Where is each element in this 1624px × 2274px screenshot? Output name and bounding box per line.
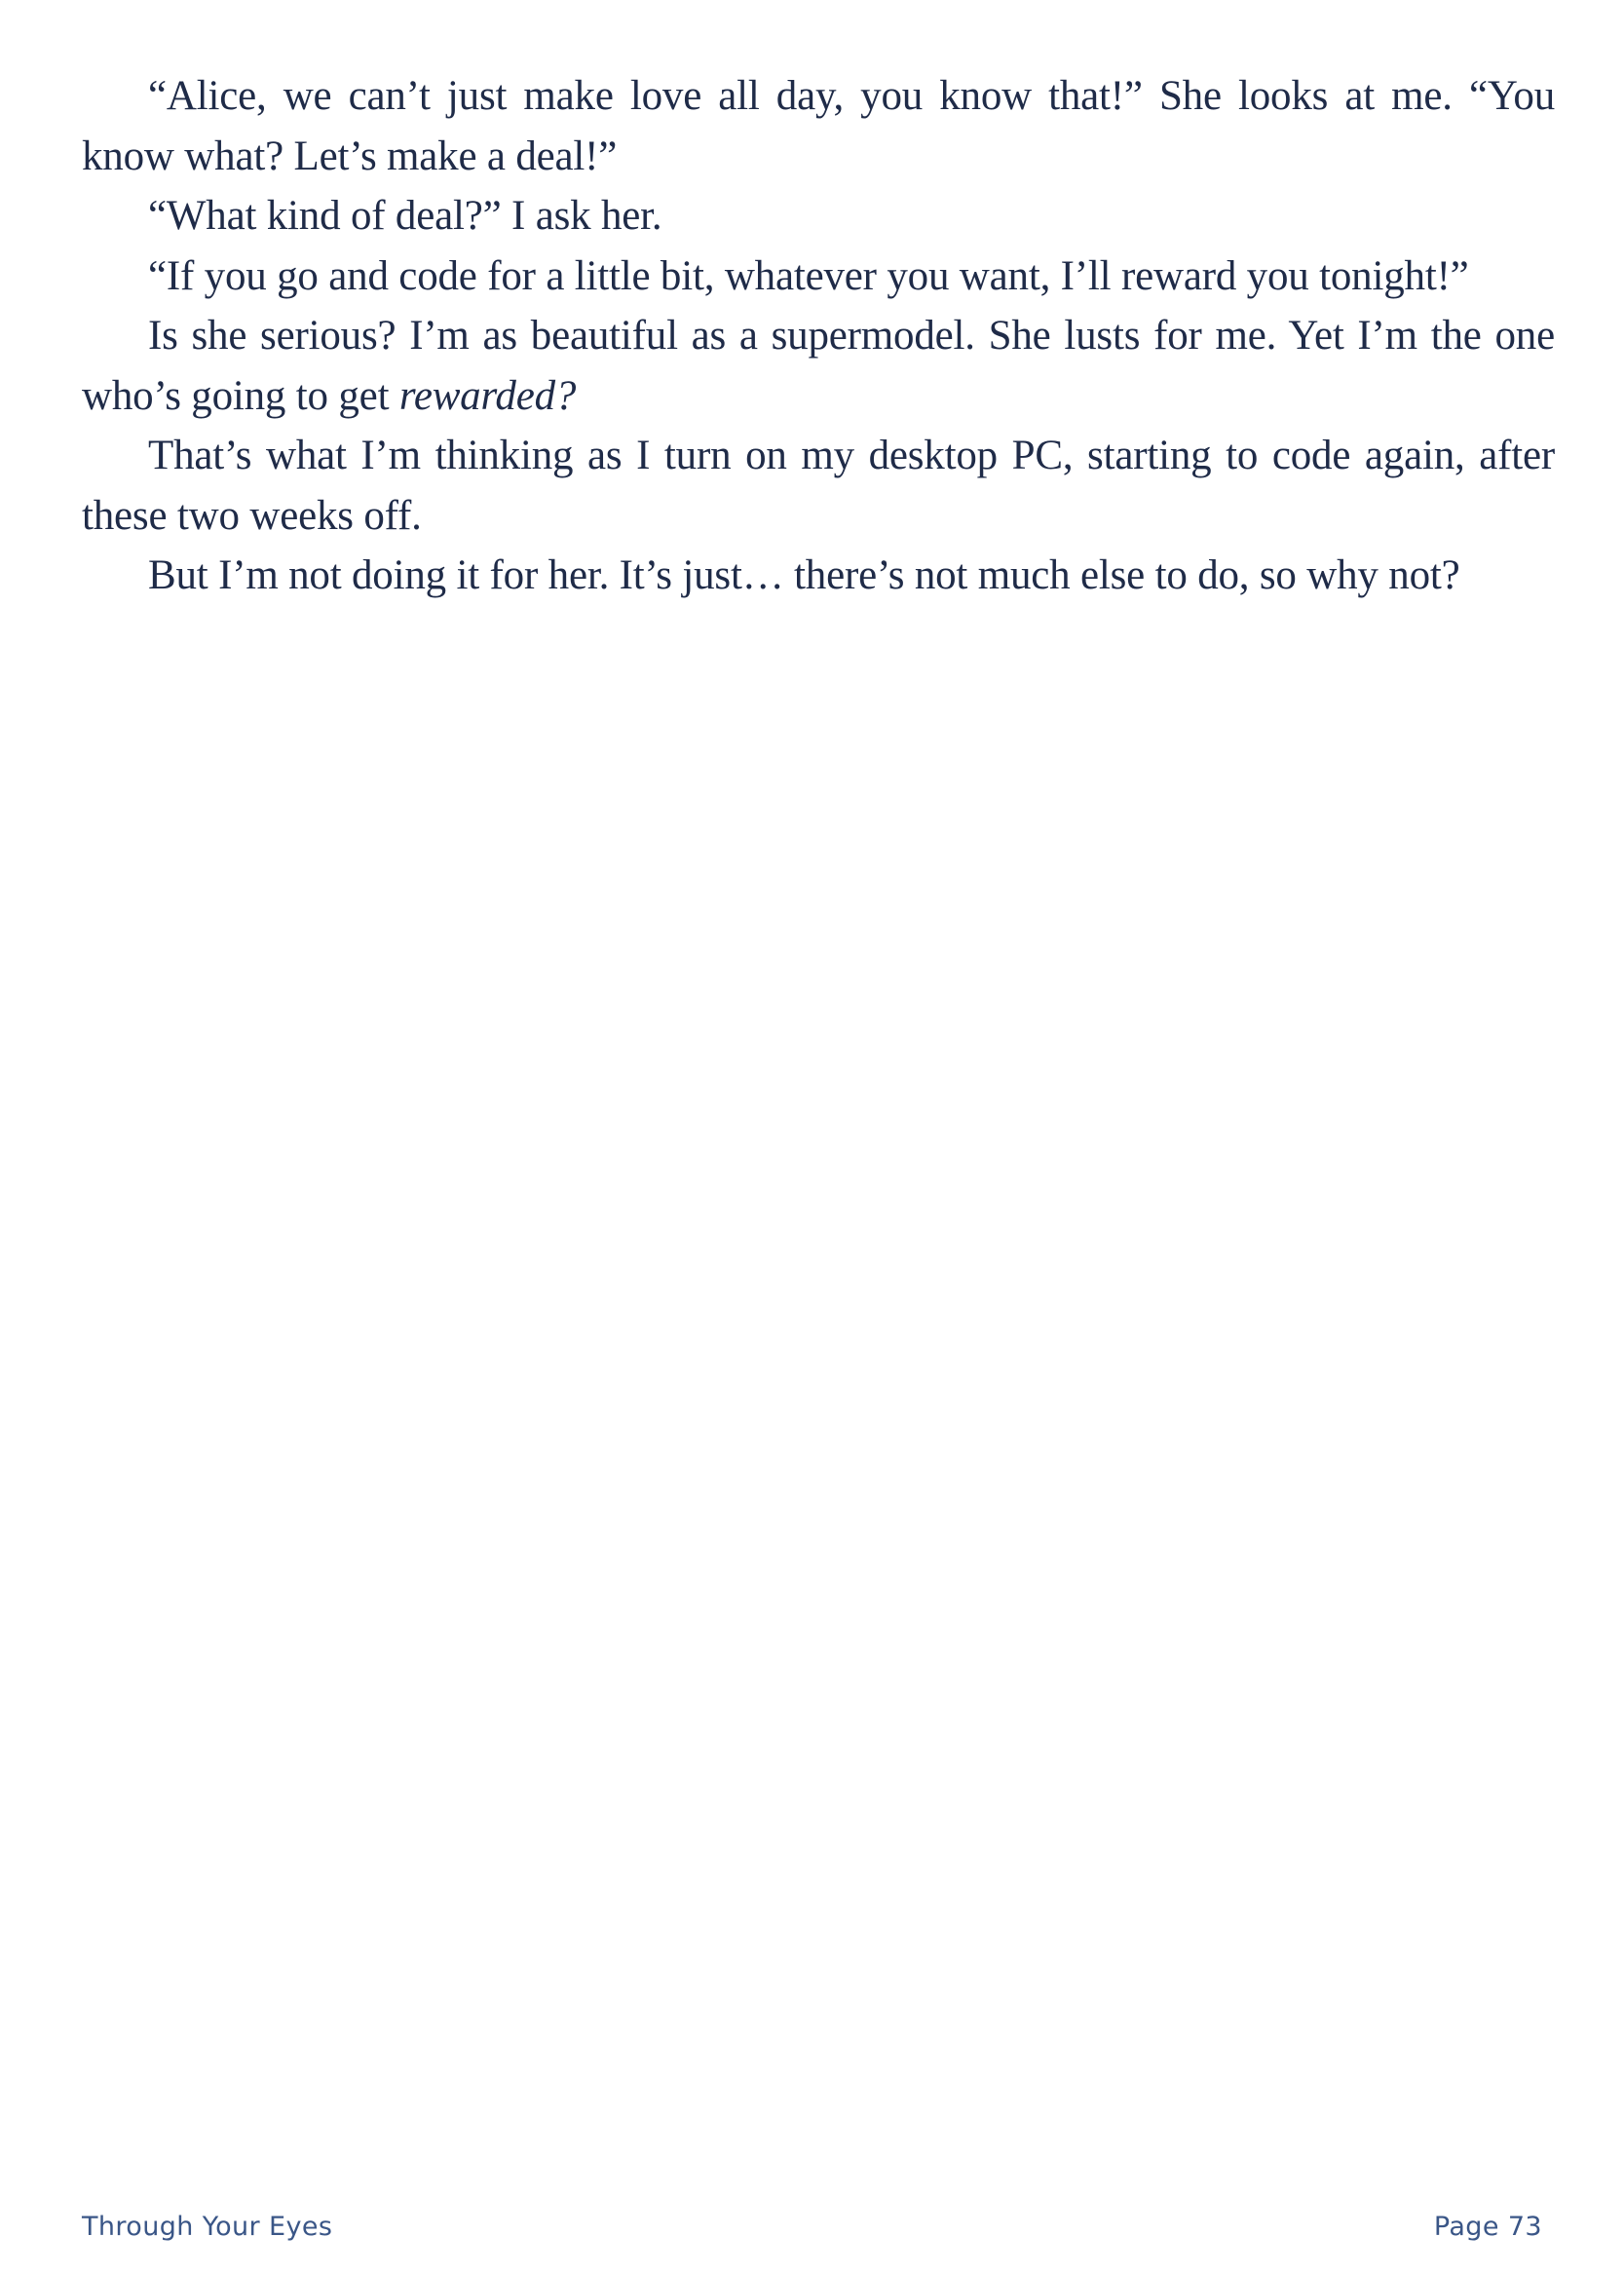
paragraph: “What kind of deal?” I ask her. [148,193,662,239]
paragraph: That’s what I’m thinking as I turn on my desktop PC, starting to code again, after these two weeks off. [82,433,1555,539]
paragraph-text: Is she serious? I’m as beautiful as a supermodel. She lusts for me. Yet I’m the one who’s going to get [82,313,1555,419]
page-body [82,66,1555,606]
paragraph: “If you go and code for a little bit, whatever you want, I’ll reward you tonight!” [148,252,1469,299]
paragraph: “Alice, we can’t just make love all day, you know that!” She looks at me. “You know what? Let’s make a deal!” [82,73,1555,179]
emphasized-word: rewarded? [398,372,577,419]
paragraph [82,306,1555,426]
paragraph: But I’m not doing it for her. It’s just… there’s not much else to do, so why not? [148,552,1460,598]
footer-book-title: Through Your Eyes [82,2212,333,2242]
footer-page-number: Page 73 [1433,2212,1542,2242]
